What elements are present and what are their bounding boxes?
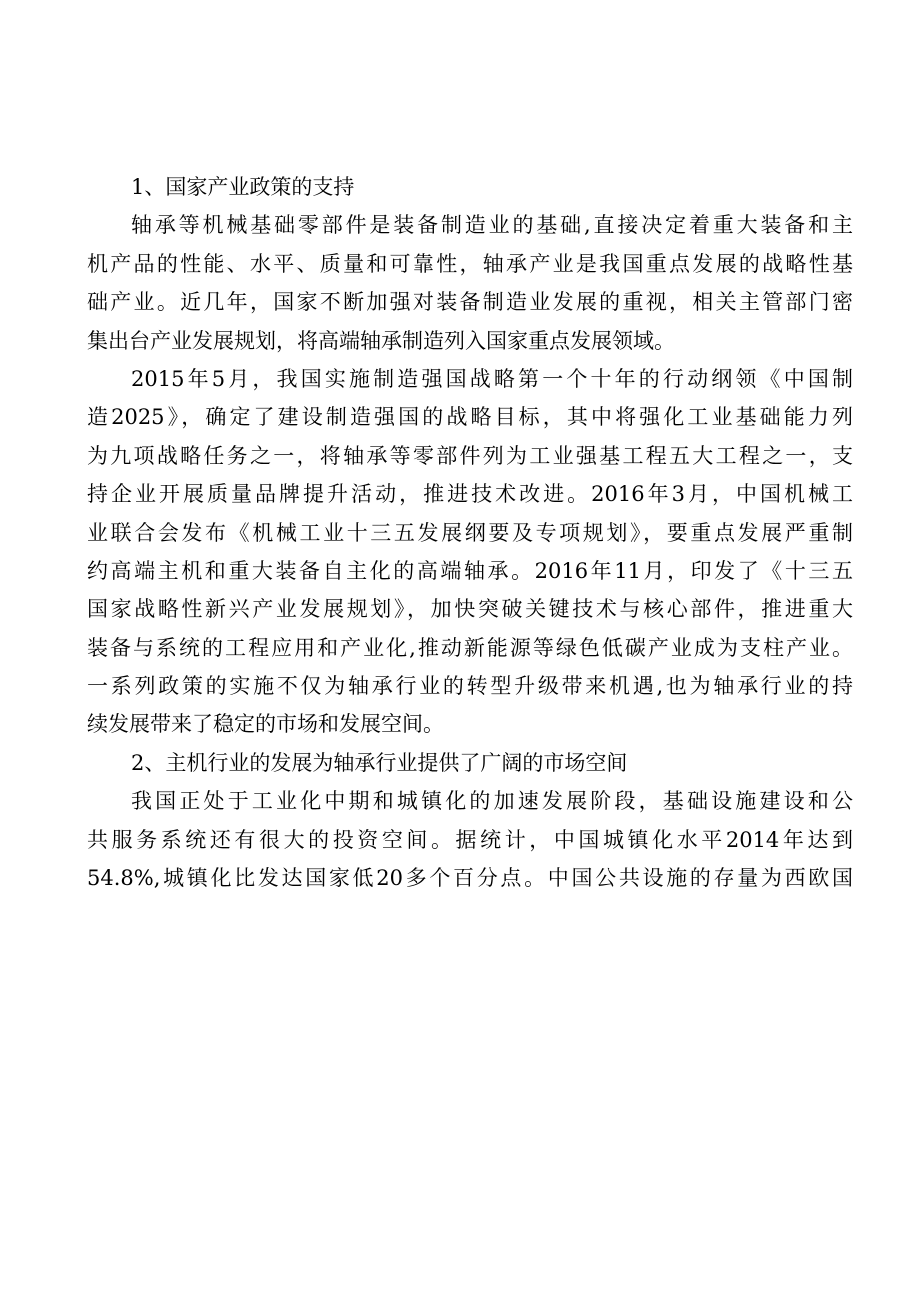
- text-line: 持企业开展质量品牌提升活动，推进技术改进。2016年3月，中国机械工: [87, 482, 853, 507]
- text-line: 业联合会发布《机械工业十三五发展纲要及专项规划》，要重点发展严重制: [87, 520, 853, 545]
- paragraph: [87, 206, 853, 360]
- text-line: 一系列政策的实施不仅为轴承行业的转型升级带来机遇,也为轴承行业的持: [87, 674, 853, 699]
- text-line: 轴承等机械基础零部件是装备制造业的基础,直接决定着重大装备和主: [131, 213, 853, 238]
- document-body: [87, 168, 853, 897]
- text-line: 为九项战略任务之一，将轴承等零部件列为工业强基工程五大工程之一，支: [87, 443, 853, 468]
- text-line: 2015年5月，我国实施制造强国战略第一个十年的行动纲领《中国制: [131, 366, 853, 391]
- section-heading: 2、主机行业的发展为轴承行业提供了广阔的市场空间: [131, 750, 628, 775]
- text-line: 装备与系统的工程应用和产业化,推动新能源等绿色低碳产业成为支柱产业。: [87, 635, 853, 660]
- text-line: 续发展带来了稳定的市场和发展空间。: [87, 712, 444, 737]
- text-line: 国家战略性新兴产业发展规划》，加快突破关键技术与核心部件，推进重大: [87, 597, 853, 622]
- text-line: 机产品的性能、水平、质量和可靠性，轴承产业是我国重点发展的战略性基: [87, 251, 853, 276]
- text-line: 约高端主机和重大装备自主化的高端轴承。2016年11月，印发了《十三五: [87, 558, 853, 583]
- text-line: 造2025》，确定了建设制造强国的战略目标，其中将强化工业基础能力列: [87, 405, 853, 430]
- text-line: 础产业。近几年，国家不断加强对装备制造业发展的重视，相关主管部门密: [87, 290, 853, 315]
- text-line: 我国正处于工业化中期和城镇化的加速发展阶段，基础设施建设和公: [131, 789, 853, 814]
- section-heading: 1、国家产业政策的支持: [131, 175, 355, 199]
- text-line: 集出台产业发展规划，将高端轴承制造列入国家重点发展领域。: [87, 328, 675, 353]
- text-line: 共服务系统还有很大的投资空间。据统计，中国城镇化水平2014年达到: [87, 827, 853, 852]
- text-line: 54.8%,城镇化比发达国家低20多个百分点。中国公共设施的存量为西欧国: [87, 866, 853, 891]
- paragraph: [87, 360, 853, 744]
- paragraph: [87, 782, 853, 897]
